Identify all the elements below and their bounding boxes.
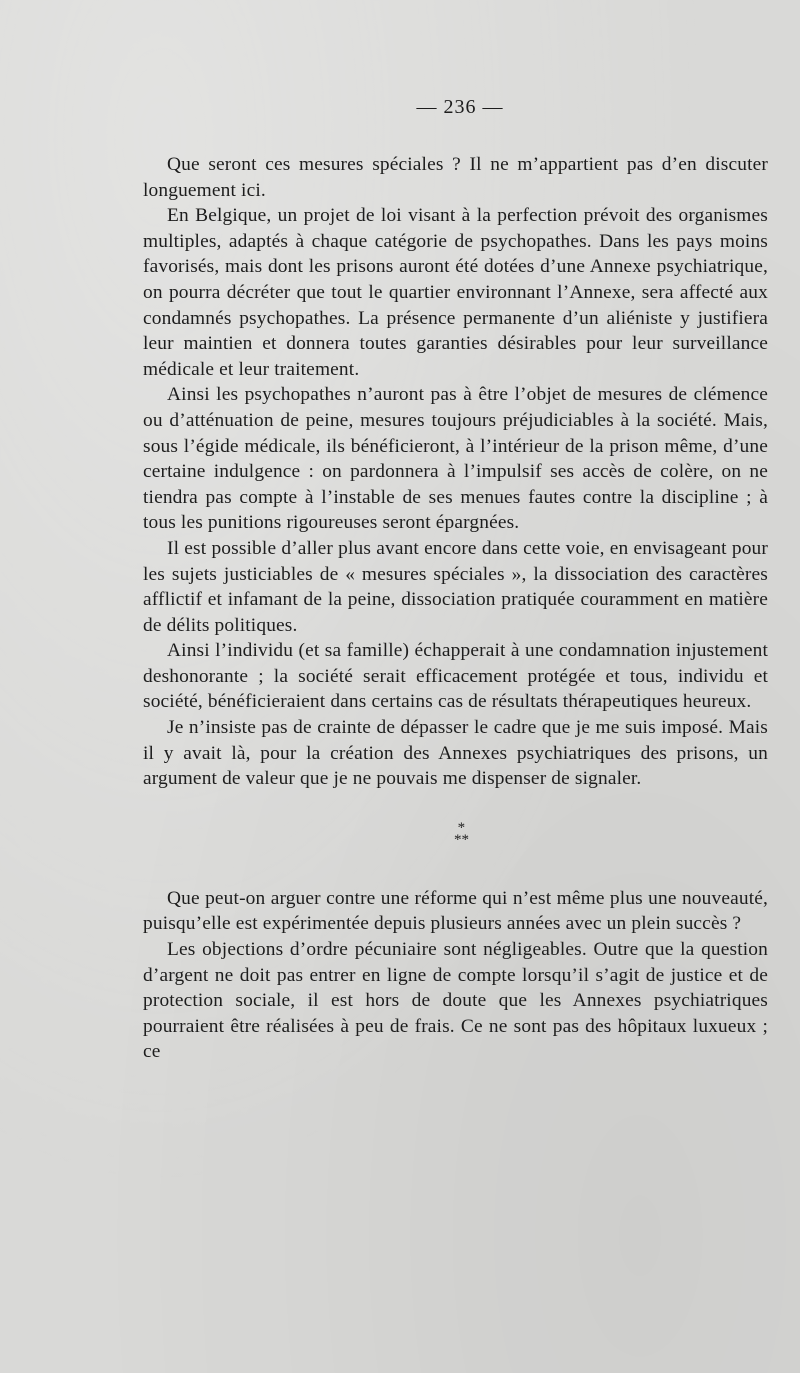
- paragraph: Que peut-on arguer contre une réforme qui n’est même plus une nouveauté, puisqu’elle est expérimentée depuis plusieurs années avec un plein succès ?: [143, 887, 768, 935]
- paragraph: Les objections d’ordre pécuniaire sont négligeables. Outre que la question d’argent ne doit pas entrer en ligne de compte lorsqu’il s’agit de justice et de protection sociale, il est hors de doute que les Annexes psychiatriques pourraient être réalisées à peu de frais. Ce ne sont pas des hôpitaux luxueux ; ce: [143, 939, 768, 1063]
- paragraph: Ainsi les psychopathes n’auront pas à être l’objet de mesures de clémence ou d’atténuation de peine, mesures toujours préjudiciables à la société. Mais, sous l’égide médicale, ils bénéficieront, à l’intérieur de la prison même, d’une certaine indulgence : on pardonnera à l’impulsif ses accès de colère, on ne tiendra pas compte à l’instable de ses menues fautes contre la discipline ; à tous les punitions rigoureuses seront épargnées.: [143, 384, 768, 534]
- paragraph: Que seront ces mesures spéciales ? Il ne m’appartient pas d’en discuter longuement ici.: [143, 154, 768, 201]
- paragraph: Ainsi l’individu (et sa famille) échapperait à une condamnation injustement deshonorante ; la société serait efficacement protégée et tous, individu et société, bénéficieraient dans certains cas de résultats thérapeutiques heureux.: [143, 640, 768, 713]
- paragraph: Il est possible d’aller plus avant encore dans cette voie, en envisageant pour les sujets justiciables de « mesures spéciales », la dissociation des caractères afflictif et infamant de la peine, dissociation pratiquée couramment en matière de délits politiques.: [143, 537, 768, 636]
- section-break-asterism: [143, 819, 768, 848]
- asterism-top: *: [457, 819, 466, 836]
- asterism-bottom: **: [454, 831, 469, 848]
- page-number: — 236 —: [416, 96, 504, 118]
- paragraph: En Belgique, un projet de loi visant à la perfection prévoit des organismes multiples, adaptés à chaque catégorie de psychopathes. Dans les pays moins favorisés, mais dont les prisons auront été dotées d’une Annexe psychiatrique, on pourra décréter que tout le quartier environnant l’Annexe, sera affecté aux condamnés psychopathes. La présence permanente d’un aliéniste y justifiera leur maintien et donnera toutes garanties désirables pour leur surveillance médicale et leur traitement.: [143, 205, 768, 380]
- body-text: [143, 152, 768, 1065]
- paragraph: Je n’insiste pas de crainte de dépasser le cadre que je me suis imposé. Mais il y avait là, pour la création des Annexes psychiatriques des prisons, un argument de valeur que je ne pouvais me dispenser de signaler.: [143, 717, 768, 790]
